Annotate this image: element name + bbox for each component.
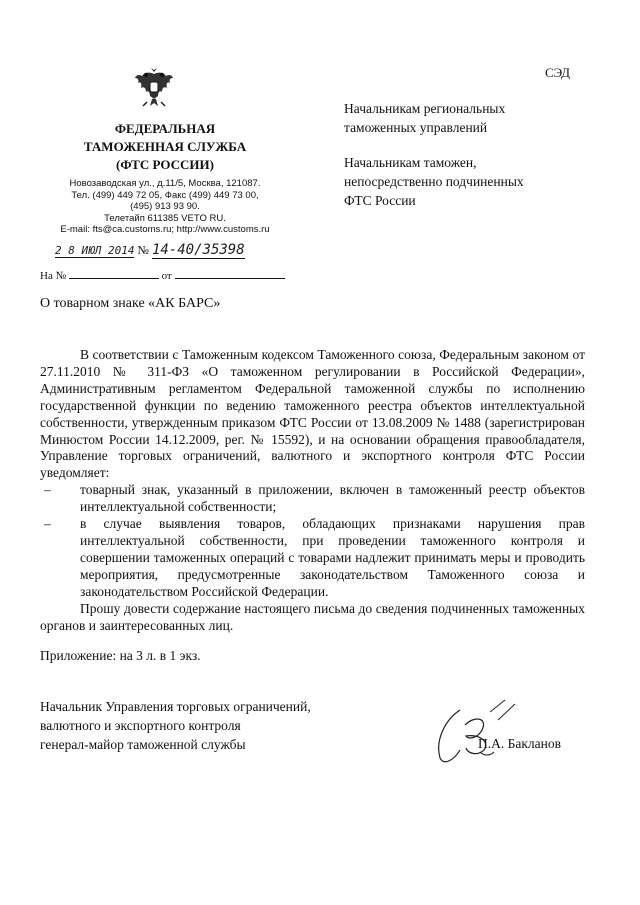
addressee-line: Начальникам региональных <box>344 101 506 116</box>
ot-label: от <box>161 270 172 282</box>
letter-body <box>40 347 585 634</box>
bullet-item <box>40 482 585 516</box>
signer-title <box>40 697 311 754</box>
signer-title-line: генерал-майор таможенной службы <box>40 737 246 752</box>
org-contacts <box>40 178 290 236</box>
sed-mark: СЭД <box>545 65 571 80</box>
addressee-line: ФТС России <box>344 193 416 208</box>
signer-title-line: Начальник Управления торговых ограничений, <box>40 699 311 714</box>
letter-subject: О товарном знаке «АК БАРС» <box>40 296 221 311</box>
org-line: ФЕДЕРАЛЬНАЯ <box>114 121 216 136</box>
contact-line: Тел. (499) 449 72 05, Факс (499) 449 73 00, <box>71 189 259 201</box>
body-paragraph: В соответствии с Таможенным кодексом Таможенного союза, Федеральным законом от 27.11.2010 № 311-ФЗ «О таможенном регулировании в Российской Федерации», Административным регламентом Федеральной таможенной службы по исполнению государственной функции по ведению таможенного реестра объектов интеллектуальной собственности, утвержденным приказом ФТС России от 13.08.2009 № 1488 (зарегистрирован Минюстом России 14.12.2009, рег. № 15592), и на основании обращения правообладателя, Управление торговых ограничений, валютного и экспортного контроля ФТС России уведомляет: <box>40 347 585 481</box>
bullet-text: товарный знак, указанный в приложении, включен в таможенный реестр объектов интеллектуальной собственности; <box>80 482 585 515</box>
outgoing-reference <box>55 242 245 259</box>
letter-date: 2 8 ИЮЛ 2014 <box>55 244 135 257</box>
signer-name: П.А. Бакланов <box>478 736 562 751</box>
body-paragraph: Прошу довести содержание настоящего письма до сведения подчиненных таможенных органов и заинтересованных лиц. <box>40 600 585 633</box>
org-line: ТАМОЖЕННАЯ СЛУЖБА <box>83 139 247 154</box>
addressee-line: таможенных управлений <box>344 120 488 135</box>
contact-line: Телетайп 611385 VETO RU. <box>104 212 226 224</box>
number-sign: № <box>137 243 149 257</box>
na-label: На № <box>40 270 67 282</box>
double-headed-eagle-emblem-icon <box>133 66 175 110</box>
addressee-customs <box>344 153 604 210</box>
addressee-regional <box>344 99 604 137</box>
ot-blank <box>175 268 285 279</box>
letter-number: 14-40/35398 <box>151 242 245 258</box>
handwritten-signature <box>420 690 530 770</box>
org-line: (ФТС РОССИИ) <box>116 157 214 172</box>
bullet-item <box>40 516 585 601</box>
bullet-marker: – <box>44 482 51 498</box>
contact-line: E-mail: fts@ca.customs.ru; http://www.customs.ru <box>60 224 270 235</box>
incoming-reference <box>40 268 285 282</box>
organization-name <box>40 120 290 174</box>
bullet-marker: – <box>44 516 51 532</box>
na-blank <box>69 268 159 279</box>
addressee-line: непосредственно подчиненных <box>344 174 524 189</box>
contact-line: Новозаводская ул., д.11/5, Москва, 121087. <box>69 178 261 189</box>
contact-line: (495) 913 93 90. <box>130 201 200 212</box>
attachment-note: Приложение: на 3 л. в 1 экз. <box>40 648 201 663</box>
bullet-text: в случае выявления товаров, обладающих признаками нарушения прав интеллектуальной собственности, при проведении таможенного контроля и совершении таможенных операций с товарами надлежит принимать меры и проводить мероприятия, предусмотренные законодательством Таможенного союза и законодательством Российской Федерации. <box>80 516 585 599</box>
signer-title-line: валютного и экспортного контроля <box>40 718 241 733</box>
addressee-line: Начальникам таможен, <box>344 155 477 170</box>
